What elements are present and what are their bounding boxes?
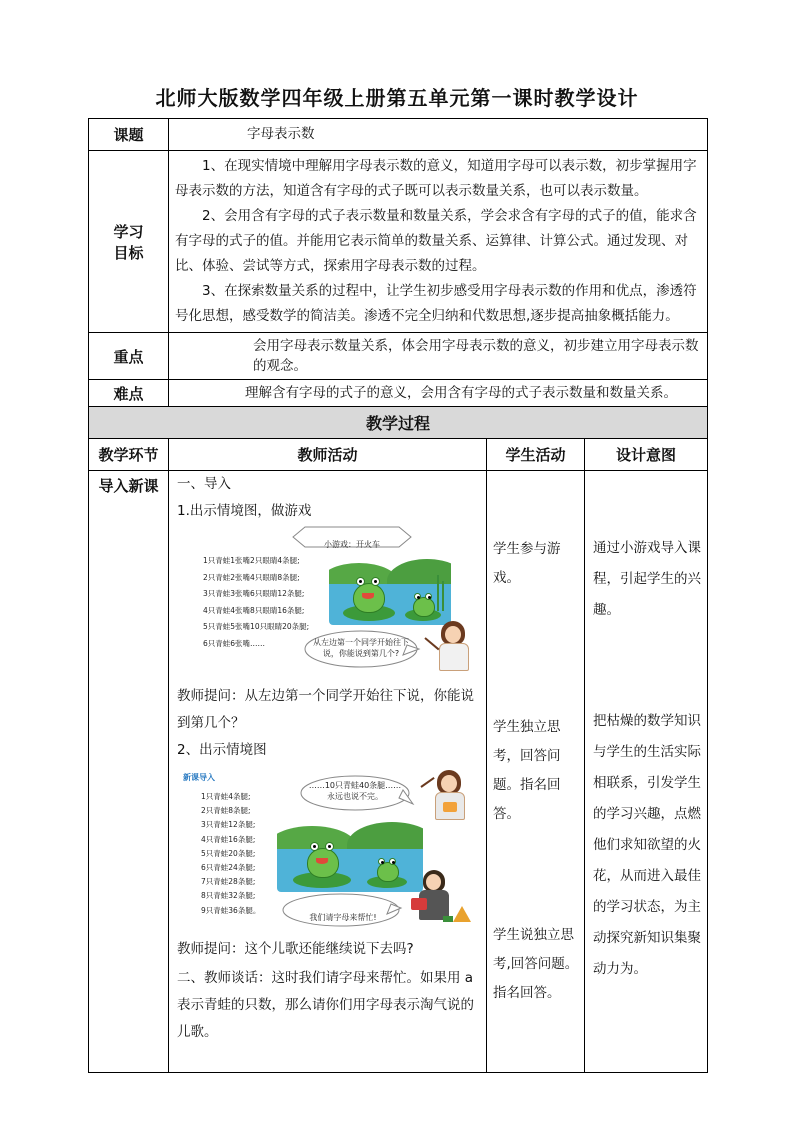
design-intent	[585, 471, 708, 1073]
game-bubble-text: 小游戏：开火车	[324, 540, 380, 549]
rhyme-line: 3只青蛙12条腿;	[201, 820, 256, 830]
pond-scene	[277, 818, 423, 892]
rhyme-line: 1只青蛙1张嘴2只眼睛4条腿;	[203, 556, 300, 565]
objectives-text	[169, 151, 708, 333]
header-teacher: 教师活动	[169, 439, 487, 471]
section-intro: 一、导入	[177, 476, 231, 492]
header-stage: 教学环节	[89, 439, 169, 471]
lesson-plan-table	[88, 118, 708, 1073]
step-two: 2、出示情境图	[177, 742, 267, 758]
reed-icon	[442, 581, 444, 611]
rhyme-illustration	[181, 764, 481, 932]
question-two: 教师提问：这个儿歌还能继续说下去吗?	[177, 941, 414, 957]
objectives-label	[89, 151, 169, 333]
pond-scene	[329, 555, 451, 625]
objective-item: 1、在现实情境中理解用字母表示数的意义，知道用字母可以表示数，初步掌握用字母表示数的方法，知道含有字母的式子既可以表示数量关系，也可以表示数量。	[175, 158, 697, 199]
rhyme-line: 6只青蛙6张嘴……	[203, 638, 266, 648]
student-activity	[487, 471, 585, 1073]
figure2-bubble-text: ……10只青蛙40条腿……永远也说不完。	[308, 781, 402, 801]
teacher-activity	[169, 471, 487, 1073]
intent-1: 通过小游戏导入课程，引起学生的兴趣。	[593, 540, 701, 618]
rhyme-line: 8只青蛙32条腿;	[201, 891, 256, 901]
pointer-stick	[420, 777, 434, 788]
rhyme-list	[201, 790, 260, 918]
question-one: 教师提问：从左边第一个同学开始往下说，你能说到第几个？	[177, 688, 474, 731]
rhyme-line: 7只青蛙28条腿;	[201, 877, 256, 887]
topic-value: 字母表示数	[169, 119, 708, 151]
document-title: 北师大版数学四年级上册第五单元第一课时教学设计	[155, 86, 639, 110]
rhyme-line: 4只青蛙16条腿;	[201, 834, 256, 844]
student-activity-3: 学生说独立思考,回答问题。指名回答。	[493, 927, 579, 1001]
triangle-icon	[453, 906, 471, 922]
figure-banner: 新课导入	[183, 773, 215, 782]
objective-item: 2、会用含有字母的式子表示数量和数量关系，学会求含有字母的式子的值，能求含有字母的式子的值。并能用它表示简单的数量关系、运算律、计算公式。通过发现、对比、体验、尝试等方式，探索用字母表示数的过程。	[175, 208, 697, 274]
game-illustration	[199, 525, 499, 673]
rhyme-line: 3只青蛙3张嘴6只眼睛12条腿;	[203, 589, 305, 599]
step-one: 1.出示情境图，做游戏	[177, 503, 312, 519]
header-intent: 设计意图	[585, 439, 708, 471]
header-student: 学生活动	[487, 439, 585, 471]
rhyme-line: 5只青蛙5张嘴10只眼睛20条腿;	[203, 622, 310, 632]
rhyme-line: 2只青蛙8条腿;	[201, 806, 251, 816]
student-activity-1: 学生参与游戏。	[493, 541, 561, 586]
key-point-label: 重点	[89, 333, 169, 380]
rhyme-line: 4只青蛙4张嘴8只眼睛16条腿;	[203, 605, 305, 615]
rhyme-line: 1只青蛙4条腿;	[201, 792, 251, 801]
rhyme-line: 5只青蛙20条腿;	[201, 848, 256, 858]
rhyme-line: 9只青蛙36条腿。	[201, 905, 261, 915]
key-point-value: 会用字母表示数量关系，体会用字母表示数的意义，初步建立用字母表示数的观念。	[169, 333, 708, 380]
difficulty-value: 理解含有字母的式子的意义，会用含有字母的式子表示数量和数量关系。	[169, 380, 708, 407]
stage-label: 导入新课	[89, 471, 169, 1073]
student-activity-2: 学生独立思考，回答问题。指名回答。	[493, 719, 561, 822]
objectives-label-line2: 目标	[113, 243, 144, 262]
objective-item: 3、在探索数量关系的过程中，让学生初步感受用字母表示数的作用和优点，渗透符号化思想，感受数学的简洁美。渗透不完全归纳和代数思想,逐步提高抽象概括能力。	[175, 283, 697, 324]
reed-icon	[437, 575, 439, 611]
difficulty-label: 难点	[89, 380, 169, 407]
block-icon	[443, 916, 453, 922]
teacher-talk: 二、教师谈话：这时我们请字母来帮忙。如果用 a 表示青蛙的只数，那么请你们用字母表示淘气说的儿歌。	[177, 970, 474, 1040]
objectives-label-line1: 学习	[113, 222, 144, 241]
teacher-bubble-text: 从左边第一个同学开始往下说，你能说到第几个?	[313, 638, 409, 658]
figure2-bottom-bubble-text: 我们请字母来帮忙!	[309, 913, 377, 922]
topic-label: 课题	[89, 119, 169, 151]
rhyme-line: 6只青蛙24条腿;	[201, 863, 256, 873]
intent-2: 把枯燥的数学知识与学生的生活实际相联系，引发学生的学习兴趣，点燃他们求知欲望的火花，从而进入最佳的学习状态，为主动探究新知识集聚动力为。	[593, 713, 701, 977]
pointer-stick	[424, 637, 439, 650]
rhyme-list	[203, 553, 309, 653]
process-title: 教学过程	[89, 407, 708, 439]
rhyme-line: 2只青蛙2张嘴4只眼睛8条腿;	[203, 572, 300, 582]
